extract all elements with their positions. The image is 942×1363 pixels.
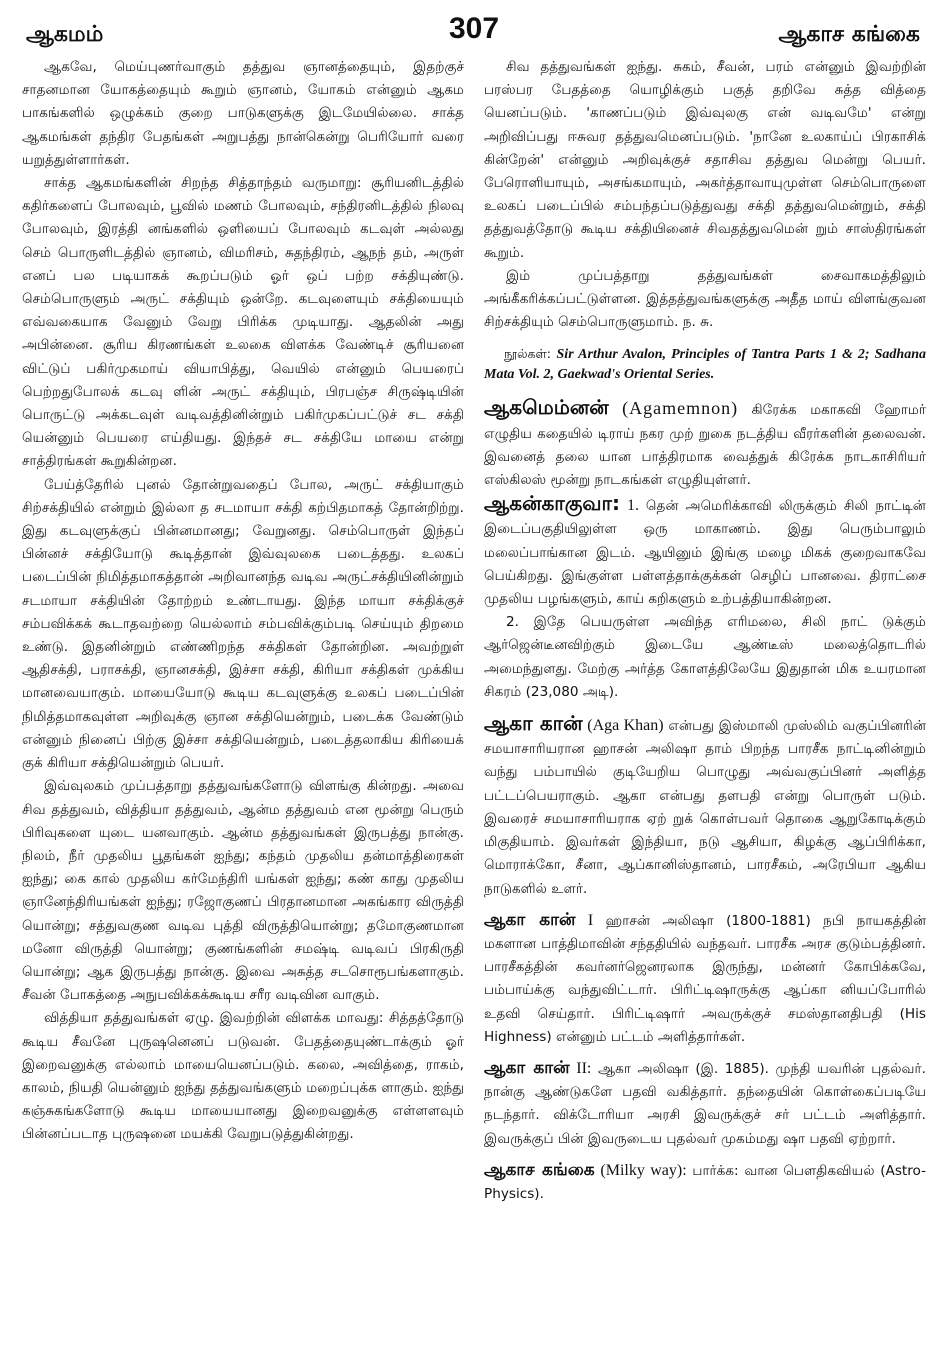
entry-agamemnon — [484, 396, 926, 492]
entry-body: பார்க்க: வான பௌதிகவியல் (Astro-Physics). — [484, 1162, 926, 1202]
left-column — [22, 56, 464, 1206]
entry-roman-numeral: II: — [576, 1059, 592, 1077]
entry-latin: (Milky way): — [600, 1161, 687, 1179]
running-head-right: ஆகாச கங்கை — [778, 22, 920, 47]
entry-headword: ஆகன்காகுவா: — [484, 491, 620, 516]
entry-latin: (Aga Khan) — [587, 717, 664, 735]
entry-roman-numeral: I — [587, 911, 594, 929]
entry-body: ஹாசன் அலிஷா (1800-1881) நபி நாயகத்தின் மகளான பாத்திமாவின் சந்ததியில் வந்தவர். பாரசீக அரச குடும்பத்தினர். பாரசீகத்தின் கவர்னர்ஜெனரலாக இருந்து, மன்னர் கோபிக்கவே, பம்பாய்க்கு வந்துவிட்டார். பிரிட்டிஷாருக்கு ஆப்கா னியப்போரில் உதவி செய்தார். பிரிட்டிஷார் அவருக்குச் சமஸ்தானதிபதி (His Highness) என்னும் பட்டம் அளித்தார்கள். — [484, 912, 927, 1045]
entry-headword: ஆகா கான் — [484, 909, 576, 930]
paragraph: பேய்த்தேரில் புனல் தோன்றுவதைப் போல, அருட் சக்தியாகும் சிற்சக்தியில் என்றும் இல்லா த சடமாயா சக்தி கற்பிதமாகத் தோன்றிற்று. இது கடவுளுக்குப் பின்னமானது; வேறுனது. செம்பொருள் இந்தப் பின்னச் சக்தியோடு கூடித்தான் இவ்வுலகை படைத்தது. உலகப் படைப்பின் நிமித்தமாகத்தான் அறிவானந்த வடிவ அருட்சக்தியினின்றும் சடமாயா சக்தியின் தோற்றம் உண்டாயது. இந்த மாயா சக்திக்குச் சம்பவிக்கக் கூடாதவற்றை யெல்லாம் சம்பவிக்கும்படி செய்யும் திறமை உண்டு. இதனின்றும் எண்ணிறந்த சக்திகள் தோன்றின. அவற்றுள் ஆதிசக்தி, பராசக்தி, ஞானசக்தி, இச்சா சக்தி, கிரியா சக்திகள் முக்கிய மானவையாகும். மாயையோடு கூடிய கடவுளுக்கு உலகப் படைப்பின் நிமித்தமாகவுள்ள அறிவுக்கு ஞான சக்தியென்றும், படைக்க வேண்டும் என்னும் நினைப் பிற்கு இச்சா சக்தியென்றும், படைத்தலாகிய கிரியைக் குக் கிரியா சக்தியென்றும் பெயர். — [22, 476, 464, 772]
paragraph: இவ்வுலகம் முப்பத்தாறு தத்துவங்களோடு விளங்கு கின்றது. அவை சிவ தத்துவம், வித்தியா தத்துவம், ஆன்ம தத்துவம் என மூன்று பெரும் பிரிவுகளை யுடை யனவாகும். ஆன்ம தத்துவங்கள் இருபத்து நான்கு. நிலம், நீர் முதலிய பூதங்கள் ஐந்து; கந்தம் முதலிய தன்மாத்திரைகள் ஐந்து; கை கால் முதலிய கர்மேந்திரி யங்கள் ஐந்து; கண் காது முதலிய ஞானேந்திரியங்கள் ஐந்து; ரஜோகுணப் பிரதானமான அகங்கார விருத்தி யொன்று; சத்துவகுண வடிவ புத்தி விருத்தியொன்று; தமோகுணமான மனோ விருத்தி யொன்று; குணங்களின் சமஷ்டி வடிவப் பிரகிருதி யொன்று; ஆக இருபத்து நான்கு. இவை அசுத்த சடசொரூபங்களாகும். சீவன் போகத்தை அநுபவிக்கக்கூடிய சரீர வடிவின வாகும். — [22, 778, 464, 1004]
paragraph: ஆகவே, மெய்புணர்வாகும் தத்துவ ஞானத்தையும், இதற்குச் சாதனமான யோகத்தையும் கூறும் ஞானம், யோகம் என்னும் ஆகம பாகங்களில் ஒழுக்கம் குறை பாடுகளுக்கு இடமேயில்லை. சாக்த ஆகமங்கள் தந்திர பேதங்கள் அறுபத்து நான்கென்று பெரியோர் வரை யறுத்துள்ளார்கள். — [22, 59, 464, 168]
entry-sense-number: 1. — [626, 497, 639, 515]
entry-aconcagua — [484, 492, 926, 611]
entry-aga-khan-2 — [484, 1057, 926, 1151]
entry-headword: ஆகா கான் — [484, 1057, 570, 1078]
page-number: 307 — [448, 12, 500, 45]
entry-body: தென் அமெரிக்காவி லிருக்கும் சிலி நாட்டின் இடைப்பகுதியிலுள்ள ஒரு மாகாணம். இது பெரும்பாலும் மலைப்பாங்கான இடம். ஆயினும் இங்கு மழை மிகக் குறைவாகவே பெய்கிறது. இங்குள்ள பள்ளத்தாக்குக்கள் செழிப் பானவை. திராட்சை முதலிய பழங்களும், காய் கறிகளும் உற்பத்தியாகின்றன. — [484, 498, 926, 608]
paragraph: இம் முப்பத்தாறு தத்துவங்கள் சைவாகமத்திலும் அங்கீகரிக்கப்பட்டுள்ளன. இத்தத்துவங்களுக்கு அதீத மாய் விளங்குவன சிற்சக்தியும் செம்பொருளுமாம். ந. சு. — [484, 267, 926, 331]
entry-body: என்பது இஸ்மாலி முஸ்லிம் வகுப்பினரின் சமயாசாரியரான ஹாசன் அலிஷா தாம் பிறந்த பாரசீக நாட்டினின்றும் வந்து பம்பாயில் குடியேறிய பொழுது அவ்வகுப்பினர் அளித்த பட்டப்பெயராகும். ஆகா என்பது தளபதி என்று பொருள் படும். இவரைச் சமயாசாரியராக ஏற் றுக் கொள்பவர் தொகை ஆறுகோடிக்கும் மிகுதியாம். இவர்கள் இந்தியா, நடு ஆசியா, கிழக்கு ஆப்பிரிக்கா, மொராக்கோ, சீனா, ஆப்கானிஸ்தானம், பாரசீகம், அரேபியா ஆகிய நாடுகளில் உளர். — [484, 718, 927, 897]
entry-aga-khan-1 — [484, 909, 926, 1049]
entry-aconcagua-sense-2: 2. இதே பெயருள்ள அவிந்த எரிமலை, சிலி நாட் டுக்கும் ஆர்ஜென்டீனவிற்கும் இடையே ஆண்டீஸ் மலைத்தொடரில் அமைந்துளது. மேற்கு அர்த்த கோளத்திலேயே இதுதான் மிக உயரமான சிகரம் (23,080 அடி). — [484, 614, 926, 700]
entry-latin: (Agamemnon) — [622, 398, 739, 419]
entry-headword: ஆகா கான் — [484, 711, 583, 736]
two-column-body — [22, 56, 926, 1206]
references-text: Sir Arthur Avalon, Principles of Tantra Parts 1 & 2; Sadhana Mata Vol. 2, Gaekwad's Oriental Series. — [484, 347, 926, 383]
right-column — [484, 56, 926, 1206]
entry-milky-way — [484, 1159, 926, 1206]
page-header — [22, 8, 926, 56]
entry-body: கிரேக்க மகாகவி ஹோமர் எழுதிய கதையில் டிராய் நகர முற் றுகை நடத்திய வீரர்களின் தலைவன். இவனைத் தலை யான பாத்திரமாக வைத்துக் கிரேக்க நாடகாசிரியர் எஸ்கிலஸ் மூன்று நாடகங்கள் எழுதியுள்ளர். — [484, 402, 927, 489]
entry-aga-khan — [484, 712, 926, 901]
entry-body: ஆகா அலிஷா (இ. 1885). முந்தி யவரின் புதல்வர். நான்கு ஆண்டுகளே பதவி வகித்தார். தந்தையின் கொள்கைப்படியே நடந்தார். விக்டோரியா அரசி இவருக்குச் சர் பட்டம் அளித்தார். இவருக்குப் பின் இவருடைய புதல்வர் முகம்மது ஷா பதவி ஏற்றார். — [484, 1060, 926, 1147]
references — [484, 344, 926, 384]
paragraph: சிவ தத்துவங்கள் ஐந்து. சுகம், சீவன், பரம் என்னும் இவற்றின் பரஸ்பர பேதத்தை யொழிக்கும் பகுத் தறிவே சுத்த வித்தை யெனப்படும். 'காணப்படும் இவ்வுலகு என் வடிவமே' என்று அறிவிப்பது ஈசுவர தத்துவமெனப்படும். 'நானே உலகாய்ப் பிரகாசிக் கின்றேன்' என்னும் அறிவுக்குச் சதாசிவ தத்துவ மென்று பெயர். பேரொளியாயும், அசங்கமாயும், அகர்த்தாவாயுமுள்ள செம்பொருளை உலகப் படைப்பில் சம்பந்தப்படுத்துவது சக்தி தத்துவமென்றும், சக்தி தத்துவத்தோடு கூடிய சக்தியினைச் சிவதத்துவமென் றும் சாஸ்திரங்கள் கூறும். — [484, 59, 926, 261]
entry-headword: ஆகமெம்னன் — [484, 395, 609, 420]
paragraph: சாக்த ஆகமங்களின் சிறந்த சித்தாந்தம் வருமாறு: சூரியனிடத்தில் கதிர்களைப் போலவும், பூவில் மணம் போலவும், சந்திரனிடத்தில் நிலவு போலவும், இரத்தி னங்களில் ஒளியைப் போலவும் கடவுள் அல்லது செம் பொருளிடத்தில் ஞானம், விமரிசம், சுதந்திரம், ஆநந் தம், அருள் எனப் பல படியாகக் கூறப்படும் ஓர் ஒப் பற்ற சக்தியுண்டு. செம்பொருளும் அருட் சக்தியும் ஒன்றே. கடவுளையும் சக்தியையும் எவ்வகையாக வேனும் வேறு பிரிக்க முடியாது. ஆதலின் அது அபின்னை. சூரிய கிரணங்கள் உலகை விளக்க வேண்டிச் சூரியனை விட்டுப் பகிர்முகமாய் வியாபித்து, வெயில் என்னும் பெயரைப் பெற்றதுபோலக் கடவு ளின் அருட் சக்தியும், பிரபஞ்ச சிருஷ்டியின் பொருட்டு அக்கடவுள் வடிவத்தினின்றும் பகிர்முகப்பட்டுச் சட சக்தி யென்னும் பெயரை எய்தியது. இந்தச் சட சக்தியே மாயை என்று சாத்திரங்கள் கூறுகின்றன. — [22, 175, 464, 470]
references-label: நூல்கள்: — [504, 346, 551, 362]
entry-headword: ஆகாச கங்கை — [484, 1159, 595, 1180]
paragraph: வித்தியா தத்துவங்கள் ஏழு. இவற்றின் விளக்க மாவது: சித்தத்தோடு கூடிய சீவனே புருஷனெனப் படுவன். பேதத்தையுண்டாக்கும் ஓர் இறைவனுக்கு எல்லாம் மாயையெனப்படும். கலை, அவித்தை, ராகம், காலம், நியதி யென்னும் ஐந்து தத்துவங்களும் மறைப்புக்க ளாகும். ஐந்து கஞ்சுகங்களோடு கூடிய மாயையானது இறைவனுக்கு எள்ளளவும் பின்னப்படாத புருஷனை மயக்கி வேறுபடுத்துகின்றது. — [22, 1010, 464, 1143]
running-head-left: ஆகமம் — [26, 22, 104, 47]
